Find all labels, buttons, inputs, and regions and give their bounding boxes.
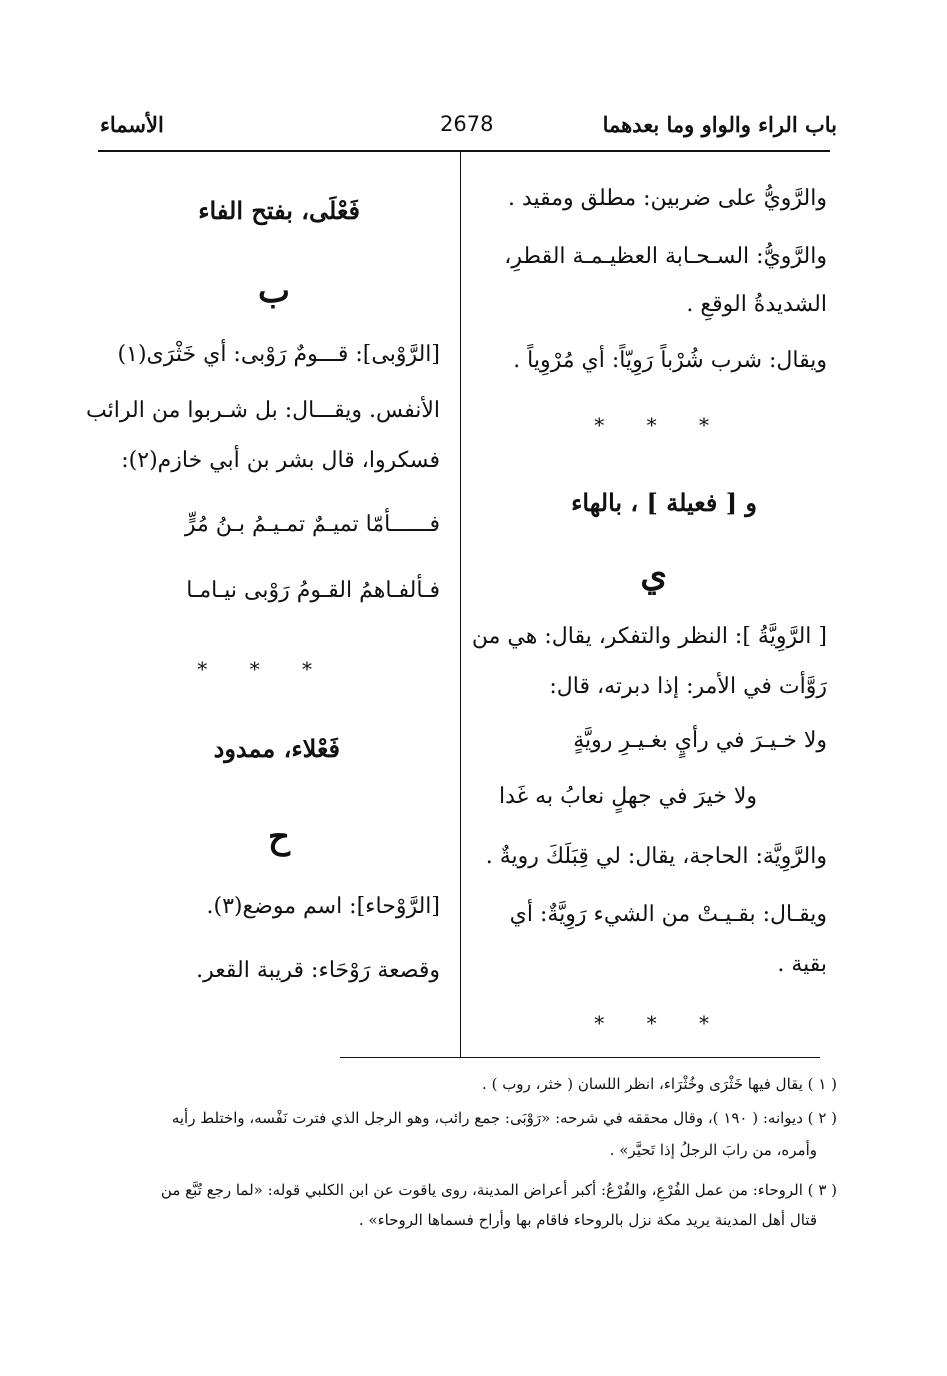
page-number: 2678 [440,112,494,136]
letter-heading: ب [257,271,290,311]
entry-line: رَوَّأت في الأمر: إذا دبرته، قال: [549,674,827,699]
verse-line: ولا خيرَ في جهلٍ نعابُ به غَدا [499,784,757,809]
footnote-rule [340,1057,820,1058]
section-separator: * * * [594,413,727,437]
running-header-section: الأسماء [100,112,164,137]
entry-line: الأنفس. ويقـــال: بل شـربوا من الرائب [86,398,440,423]
entry-line: بقية . [777,952,827,977]
section-separator: * * * [594,1011,727,1035]
section-heading: و [ فعيلة ] ، بالهاء [571,488,757,517]
footnote-1: ( ١ ) يقال فيها خَثْرَى وخُثْرَاء، انظر اللسان ( خثر، روب ) . [482,1075,837,1093]
entry-line: [الرَّوْحاء]: اسم موضع(٣). [206,894,440,919]
letter-heading: ح [268,817,290,857]
verse-line: ولا خـيـرَ في رأيٍ بغـيـرِ رويَّةٍ [573,728,827,753]
section-separator: * * * [197,657,330,681]
entry-line: وقصعة رَوْحَاء: قريبة القعر. [196,958,440,983]
entry-line: والرَّويُّ على ضربين: مطلق ومقيد . [507,186,827,211]
header-rule [98,150,830,152]
section-heading: فَعْلاء، ممدود [213,734,340,763]
column-divider [460,152,461,1058]
entry-line: [ الرَّوِيَّةُ ]: النظر والتفكر، يقال: هي من [471,624,827,649]
footnote-3-continued: قتال أهل المدينة يريد مكة نزل بالروحاء فاقام بها وأراح فسماها الروحاء» . [358,1211,817,1229]
entry-line: والرَّويُّ: السـحـابة العظيـمـة القطرِ، [504,244,827,269]
verse-line: فــــــأمّا تميـمٌ تمـيـمُ بـنُ مُرٍّ [184,512,440,537]
footnote-2-continued: وأمره، من رابَ الرجلُ إذا تَحيَّر» . [609,1141,817,1159]
entry-line: ويقـال: بقـيـتْ من الشيء رَوِيَّةٌ: أي [509,902,827,927]
section-heading: فَعْلَى، بفتح الفاء [198,196,360,225]
entry-line: والرَّوِيَّة: الحاجة، يقال: لي قِبَلَكَ رويةٌ . [485,844,827,869]
footnote-2: ( ٢ ) ديوانه: ( ١٩٠ )، وقال محققه في شرحه: «رَوْبَى: جمع رائب، وهو الرجل الذي فترت نَفْسه، واختلط رأيه [171,1109,837,1127]
entry-line: ويقال: شرب شُرْباً رَوِيّاً: أي مُرْوِياً . [513,348,827,373]
verse-line: فـألفـاهمُ القـومُ رَوْبى نيـامـا [186,578,440,603]
entry-line: فسكروا، قال بشر بن أبي خازم(٢): [121,448,440,473]
entry-line: الشديدةُ الوقعِ . [686,292,827,317]
entry-line: [الرَّوْبى]: قـــومٌ رَوْبى: أي خَثْرَى(١) [117,342,440,367]
running-header-chapter: باب الراء والواو وما بعدهما [602,112,837,137]
letter-heading: ي [640,555,667,595]
footnote-3: ( ٣ ) الروحاء: من عمل الفُرْعِ، والفُرْعُ: أكبر أعراض المدينة، روى ياقوت عن ابن الكلبي قوله: «لما رجع تُبَّع من [160,1181,837,1199]
